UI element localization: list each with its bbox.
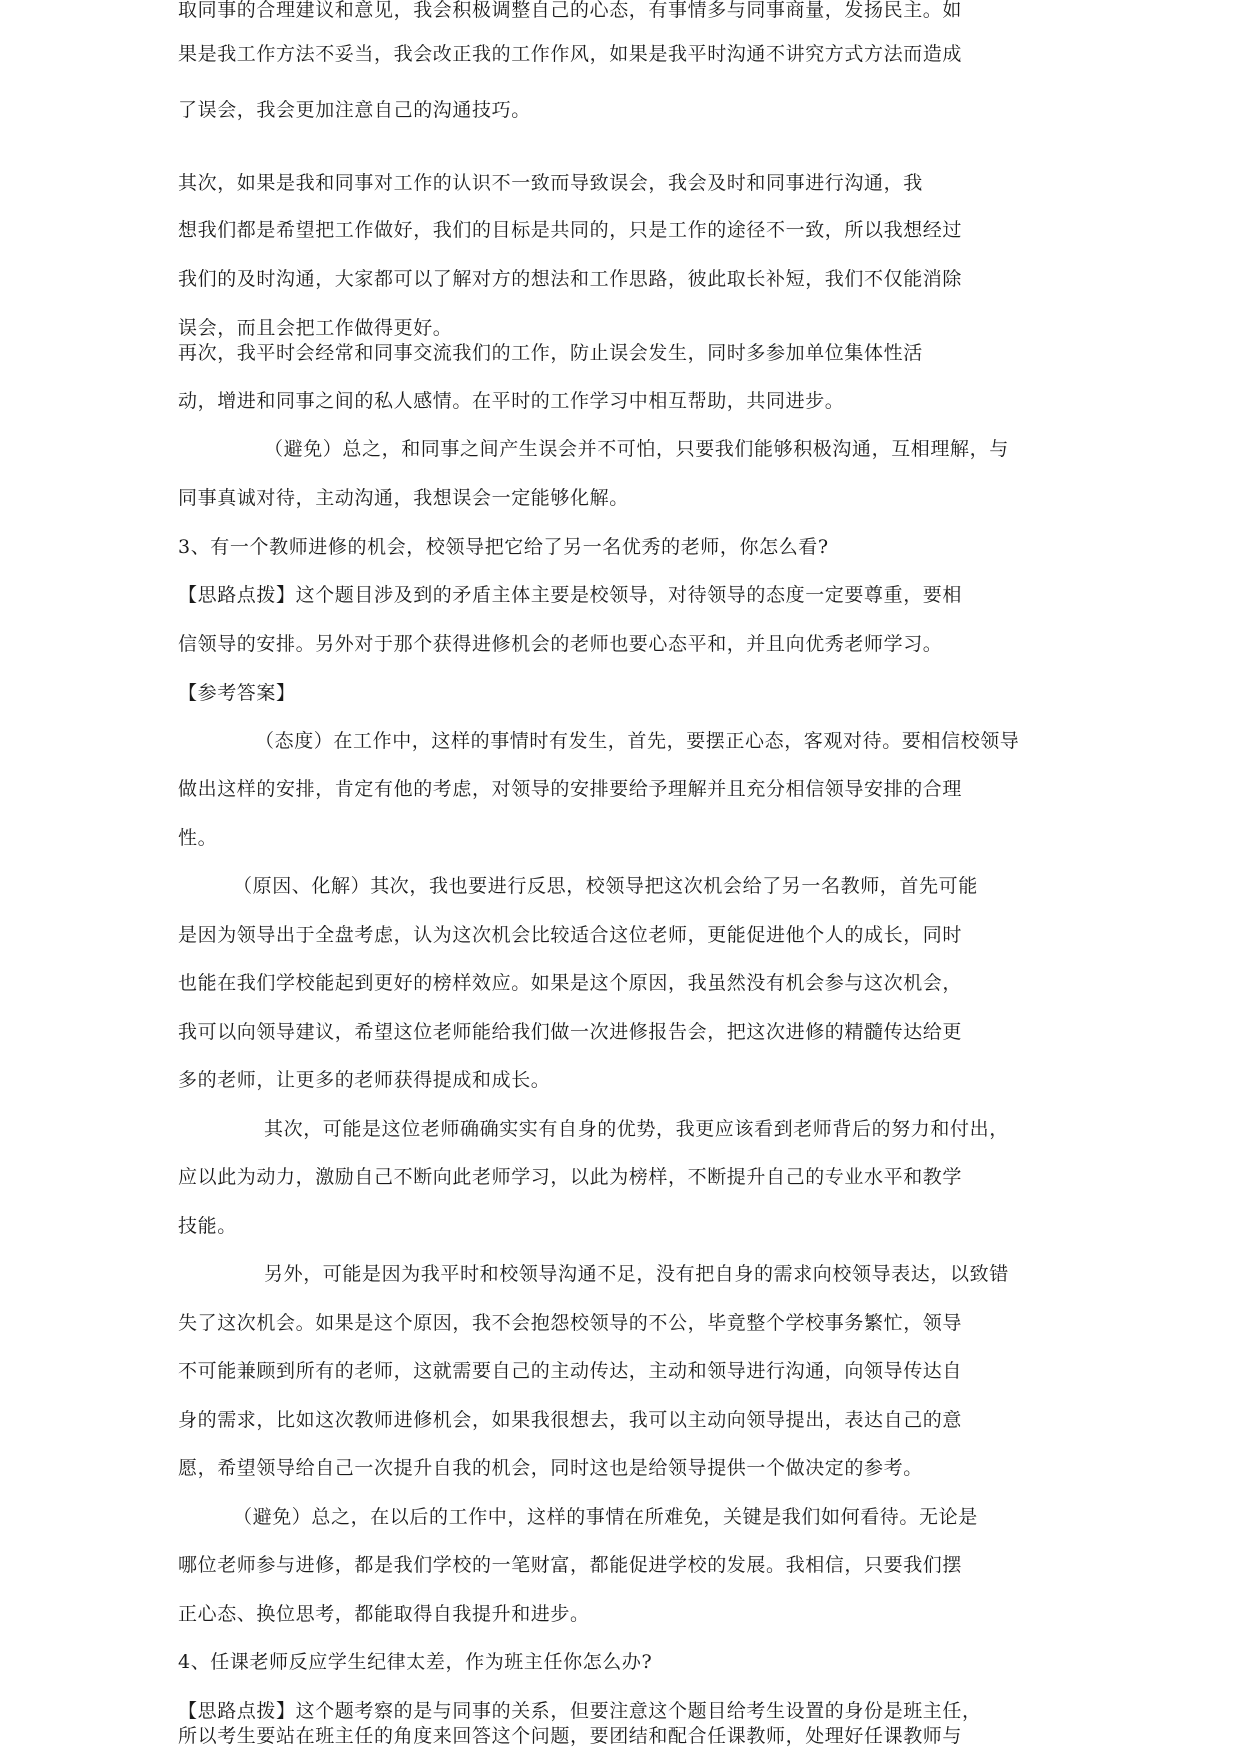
text-line: 误会，而且会把工作做得更好。: [178, 317, 453, 339]
text-line: 应以此为动力，激励自己不断向此老师学习，以此为榜样，不断提升自己的专业水平和教学: [178, 1166, 963, 1188]
text-line: 其次，可能是这位老师确确实实有自身的优势，我更应该看到老师背后的努力和付出，: [264, 1118, 1009, 1140]
text-line: （态度）在工作中，这样的事情时有发生，首先，要摆正心态，客观对待。要相信校领导: [255, 730, 1020, 752]
answer-heading: 【参考答案】: [178, 682, 296, 704]
text-line: 愿，希望领导给自己一次提升自我的机会，同时这也是给领导提供一个做决定的参考。: [178, 1457, 923, 1479]
text-line: （原因、化解）其次，我也要进行反思，校领导把这次机会给了另一名教师，首先可能: [233, 875, 978, 897]
text-line: 再次，我平时会经常和同事交流我们的工作，防止误会发生，同时多参加单位集体性活: [178, 342, 923, 364]
text-line: （避免）总之，和同事之间产生误会并不可怕，只要我们能够积极沟通，互相理解，与: [264, 438, 1009, 460]
text-line: 【思路点拨】这个题考察的是与同事的关系，但要注意这个题目给考生设置的身份是班主任，: [178, 1700, 982, 1722]
text-line: 技能。: [178, 1215, 237, 1237]
text-line: 多的老师，让更多的老师获得提成和成长。: [178, 1069, 551, 1091]
text-line: 也能在我们学校能起到更好的榜样效应。如果是这个原因，我虽然没有机会参与这次机会，: [178, 972, 963, 994]
text-line: 另外，可能是因为我平时和校领导沟通不足，没有把自身的需求向校领导表达，以致错: [264, 1263, 1009, 1285]
text-line: 不可能兼顾到所有的老师，这就需要自己的主动传达，主动和领导进行沟通，向领导传达自: [178, 1360, 963, 1382]
text-line: 了误会，我会更加注意自己的沟通技巧。: [178, 99, 531, 121]
text-line: 是因为领导出于全盘考虑，认为这次机会比较适合这位老师，更能促进他个人的成长，同时: [178, 924, 963, 946]
text-line: 失了这次机会。如果是这个原因，我不会抱怨校领导的不公，毕竟整个学校事务繁忙，领导: [178, 1312, 963, 1334]
text-line: 【思路点拨】这个题目涉及到的矛盾主体主要是校领导，对待领导的态度一定要尊重，要相: [178, 584, 963, 606]
text-line: 我可以向领导建议，希望这位老师能给我们做一次进修报告会，把这次进修的精髓传达给更: [178, 1021, 963, 1043]
text-line: 我们的及时沟通，大家都可以了解对方的想法和工作思路，彼此取长补短，我们不仅能消除: [178, 268, 963, 290]
text-line: 信领导的安排。另外对于那个获得进修机会的老师也要心态平和，并且向优秀老师学习。: [178, 633, 943, 655]
text-line: 身的需求，比如这次教师进修机会，如果我很想去，我可以主动向领导提出，表达自己的意: [178, 1409, 963, 1431]
text-line: 果是我工作方法不妥当，我会改正我的工作作风，如果是我平时沟通不讲究方式方法而造成: [178, 43, 963, 65]
text-line: 哪位老师参与进修，都是我们学校的一笔财富，都能促进学校的发展。我相信，只要我们摆: [178, 1554, 963, 1576]
text-line: （避免）总之，在以后的工作中，这样的事情在所难免，关键是我们如何看待。无论是: [233, 1506, 978, 1528]
text-line: 想我们都是希望把工作做好，我们的目标是共同的，只是工作的途径不一致，所以我想经过: [178, 219, 963, 241]
text-line: 动，增进和同事之间的私人感情。在平时的工作学习中相互帮助，共同进步。: [178, 390, 845, 412]
text-line: 性。: [178, 827, 218, 849]
text-line: 同事真诚对待，主动沟通，我想误会一定能够化解。: [178, 487, 629, 509]
text-line: 做出这样的安排，肯定有他的考虑，对领导的安排要给予理解并且充分相信领导安排的合理: [178, 778, 963, 800]
text-line: 其次，如果是我和同事对工作的认识不一致而导致误会，我会及时和同事进行沟通，我: [178, 172, 923, 194]
text-line: 正心态、换位思考，都能取得自我提升和进步。: [178, 1603, 590, 1625]
question-heading: 3、有一个教师进修的机会，校领导把它给了另一名优秀的老师，你怎么看?: [178, 536, 829, 558]
text-line: 所以考生要站在班主任的角度来回答这个问题，要团结和配合任课教师，处理好任课教师与: [178, 1725, 963, 1747]
text-line: 取同事的合理建议和意见，我会积极调整自己的心态，有事情多与同事商量，发扬民主。如: [178, 0, 963, 21]
question-heading: 4、任课老师反应学生纪律太差，作为班主任你怎么办?: [178, 1651, 653, 1673]
